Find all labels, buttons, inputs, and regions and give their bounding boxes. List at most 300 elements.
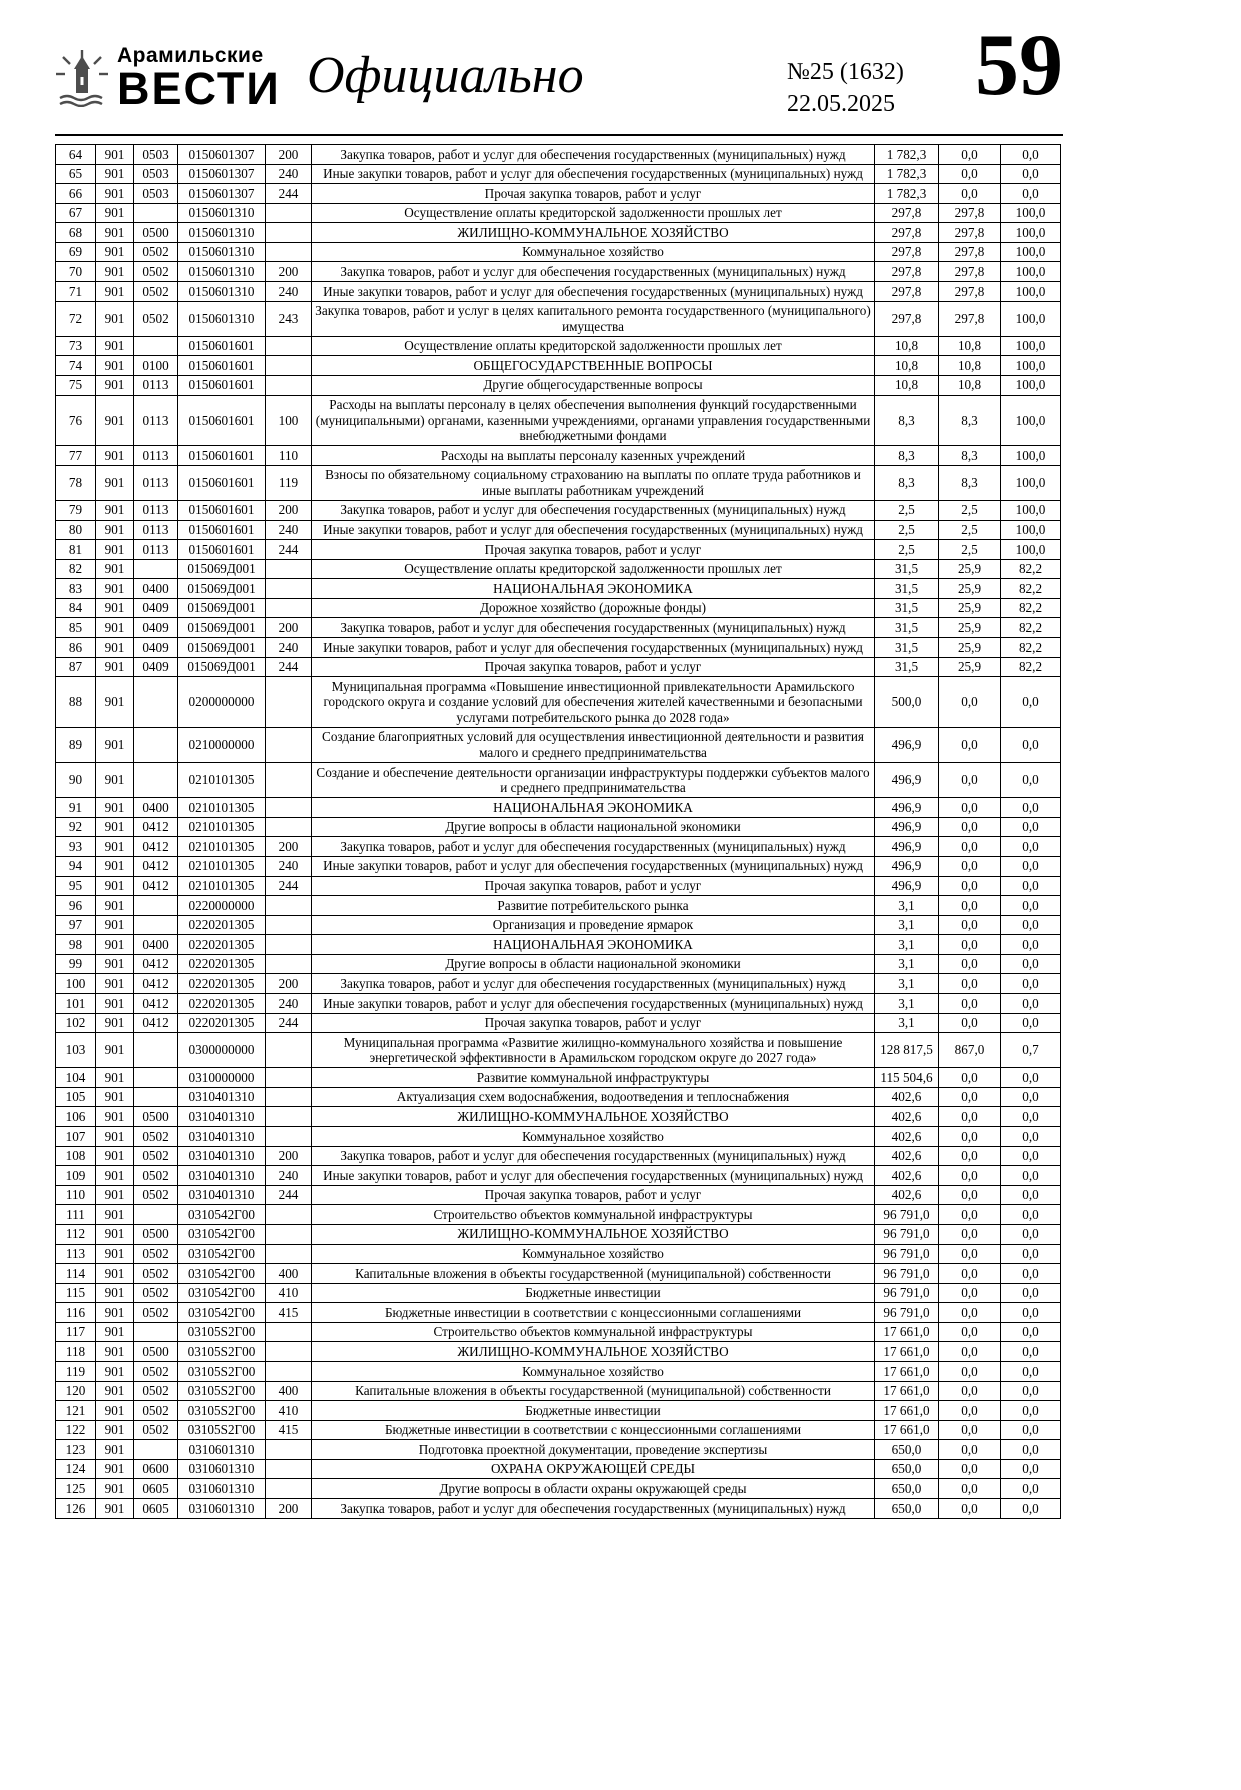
target-article-cell: 0220201305 — [178, 974, 266, 994]
target-article-cell: 015069Д001 — [178, 579, 266, 599]
budget-amount-cell: 8,3 — [875, 465, 939, 500]
grbs-code-cell: 901 — [96, 223, 134, 243]
target-article-cell: 0310601310 — [178, 1440, 266, 1460]
row-number-cell: 101 — [56, 994, 96, 1014]
grbs-code-cell: 901 — [96, 559, 134, 579]
expense-name-cell: Коммунальное хозяйство — [312, 1362, 875, 1382]
percent-cell: 100,0 — [1001, 540, 1061, 560]
row-number-cell: 110 — [56, 1185, 96, 1205]
percent-cell: 0,0 — [1001, 1322, 1061, 1342]
target-article-cell: 0200000000 — [178, 677, 266, 728]
target-article-cell: 0150601307 — [178, 145, 266, 165]
percent-cell: 100,0 — [1001, 465, 1061, 500]
section-code-cell — [134, 1205, 178, 1225]
row-number-cell: 81 — [56, 540, 96, 560]
expense-type-cell — [266, 1440, 312, 1460]
table-row — [56, 262, 1061, 282]
row-number-cell: 92 — [56, 817, 96, 837]
row-number-cell: 107 — [56, 1127, 96, 1147]
table-row — [56, 1440, 1061, 1460]
grbs-code-cell: 901 — [96, 282, 134, 302]
executed-amount-cell: 25,9 — [939, 559, 1001, 579]
row-number-cell: 77 — [56, 446, 96, 466]
table-row — [56, 1264, 1061, 1284]
target-article-cell: 03105S2Г00 — [178, 1362, 266, 1382]
target-article-cell: 0150601310 — [178, 301, 266, 336]
grbs-code-cell: 901 — [96, 164, 134, 184]
expense-name-cell: Другие общегосударственные вопросы — [312, 375, 875, 395]
target-article-cell: 0150601310 — [178, 242, 266, 262]
brand-name-label: ВЕСТИ — [117, 63, 281, 114]
row-number-cell: 118 — [56, 1342, 96, 1362]
row-number-cell: 76 — [56, 395, 96, 446]
section-code-cell: 0502 — [134, 1362, 178, 1382]
target-article-cell: 015069Д001 — [178, 598, 266, 618]
target-article-cell: 0210101305 — [178, 876, 266, 896]
section-code-cell — [134, 727, 178, 762]
table-row — [56, 184, 1061, 204]
target-article-cell: 0210101305 — [178, 837, 266, 857]
section-code-cell: 0113 — [134, 540, 178, 560]
executed-amount-cell: 297,8 — [939, 223, 1001, 243]
table-row — [56, 1033, 1061, 1068]
percent-cell: 100,0 — [1001, 500, 1061, 520]
grbs-code-cell: 901 — [96, 896, 134, 916]
executed-amount-cell: 0,0 — [939, 876, 1001, 896]
row-number-cell: 68 — [56, 223, 96, 243]
executed-amount-cell: 0,0 — [939, 1264, 1001, 1284]
grbs-code-cell: 901 — [96, 677, 134, 728]
executed-amount-cell: 25,9 — [939, 618, 1001, 638]
table-row — [56, 896, 1061, 916]
table-row — [56, 974, 1061, 994]
grbs-code-cell: 901 — [96, 1087, 134, 1107]
table-row — [56, 915, 1061, 935]
table-row — [56, 446, 1061, 466]
row-number-cell: 87 — [56, 657, 96, 677]
table-row — [56, 954, 1061, 974]
table-row — [56, 1362, 1061, 1382]
target-article-cell: 0220201305 — [178, 994, 266, 1014]
percent-cell: 82,2 — [1001, 598, 1061, 618]
budget-amount-cell: 297,8 — [875, 223, 939, 243]
executed-amount-cell: 0,0 — [939, 1420, 1001, 1440]
section-code-cell — [134, 1087, 178, 1107]
expense-name-cell: Развитие коммунальной инфраструктуры — [312, 1068, 875, 1088]
expense-name-cell: Прочая закупка товаров, работ и услуг — [312, 876, 875, 896]
percent-cell: 0,0 — [1001, 677, 1061, 728]
expense-type-cell: 240 — [266, 1166, 312, 1186]
grbs-code-cell: 901 — [96, 954, 134, 974]
row-number-cell: 66 — [56, 184, 96, 204]
budget-amount-cell: 402,6 — [875, 1185, 939, 1205]
executed-amount-cell: 0,0 — [939, 1127, 1001, 1147]
expense-name-cell: Бюджетные инвестиции в соответствии с концессионными соглашениями — [312, 1303, 875, 1323]
section-code-cell: 0502 — [134, 1401, 178, 1421]
table-row — [56, 876, 1061, 896]
grbs-code-cell: 901 — [96, 1362, 134, 1382]
section-code-cell: 0605 — [134, 1479, 178, 1499]
table-row — [56, 540, 1061, 560]
executed-amount-cell: 2,5 — [939, 520, 1001, 540]
executed-amount-cell: 0,0 — [939, 896, 1001, 916]
budget-amount-cell: 1 782,3 — [875, 164, 939, 184]
section-code-cell: 0502 — [134, 1264, 178, 1284]
table-row — [56, 1107, 1061, 1127]
section-code-cell — [134, 677, 178, 728]
executed-amount-cell: 0,0 — [939, 1087, 1001, 1107]
target-article-cell: 0310542Г00 — [178, 1264, 266, 1284]
expense-name-cell: ЖИЛИЩНО-КОММУНАЛЬНОЕ ХОЗЯЙСТВО — [312, 223, 875, 243]
section-code-cell: 0502 — [134, 282, 178, 302]
executed-amount-cell: 297,8 — [939, 242, 1001, 262]
expense-type-cell — [266, 935, 312, 955]
executed-amount-cell: 0,0 — [939, 974, 1001, 994]
expense-type-cell — [266, 1068, 312, 1088]
row-number-cell: 88 — [56, 677, 96, 728]
brand-text — [117, 44, 281, 114]
expense-type-cell — [266, 223, 312, 243]
expense-type-cell: 240 — [266, 282, 312, 302]
table-row — [56, 638, 1061, 658]
expense-type-cell — [266, 1479, 312, 1499]
budget-amount-cell: 10,8 — [875, 336, 939, 356]
executed-amount-cell: 0,0 — [939, 817, 1001, 837]
section-code-cell: 0412 — [134, 954, 178, 974]
percent-cell: 82,2 — [1001, 657, 1061, 677]
grbs-code-cell: 901 — [96, 798, 134, 818]
table-row — [56, 598, 1061, 618]
executed-amount-cell: 0,0 — [939, 677, 1001, 728]
section-code-cell: 0409 — [134, 657, 178, 677]
executed-amount-cell: 0,0 — [939, 1283, 1001, 1303]
row-number-cell: 70 — [56, 262, 96, 282]
expense-name-cell: ОБЩЕГОСУДАРСТВЕННЫЕ ВОПРОСЫ — [312, 356, 875, 376]
section-code-cell — [134, 559, 178, 579]
executed-amount-cell: 8,3 — [939, 465, 1001, 500]
budget-amount-cell: 17 661,0 — [875, 1362, 939, 1382]
expense-name-cell: ЖИЛИЩНО-КОММУНАЛЬНОЕ ХОЗЯЙСТВО — [312, 1342, 875, 1362]
expense-type-cell — [266, 727, 312, 762]
percent-cell: 0,0 — [1001, 1440, 1061, 1460]
expense-name-cell: Осуществление оплаты кредиторской задолженности прошлых лет — [312, 336, 875, 356]
section-code-cell: 0113 — [134, 395, 178, 446]
expense-name-cell: Другие вопросы в области национальной экономики — [312, 954, 875, 974]
expense-type-cell: 240 — [266, 856, 312, 876]
expense-name-cell: Закупка товаров, работ и услуг для обеспечения государственных (муниципальных) нужд — [312, 618, 875, 638]
percent-cell: 0,0 — [1001, 763, 1061, 798]
expense-name-cell: Другие вопросы в области охраны окружающей среды — [312, 1479, 875, 1499]
section-code-cell: 0409 — [134, 638, 178, 658]
target-article-cell: 0310601310 — [178, 1499, 266, 1519]
section-code-cell: 0412 — [134, 856, 178, 876]
grbs-code-cell: 901 — [96, 579, 134, 599]
section-code-cell: 0412 — [134, 837, 178, 857]
executed-amount-cell: 0,0 — [939, 1166, 1001, 1186]
table-row — [56, 203, 1061, 223]
grbs-code-cell: 901 — [96, 837, 134, 857]
budget-amount-cell: 297,8 — [875, 301, 939, 336]
section-code-cell: 0502 — [134, 1166, 178, 1186]
expense-type-cell — [266, 1107, 312, 1127]
percent-cell: 0,0 — [1001, 727, 1061, 762]
budget-amount-cell: 402,6 — [875, 1166, 939, 1186]
grbs-code-cell: 901 — [96, 301, 134, 336]
grbs-code-cell: 901 — [96, 1107, 134, 1127]
grbs-code-cell: 901 — [96, 262, 134, 282]
executed-amount-cell: 0,0 — [939, 1068, 1001, 1088]
expense-name-cell: Организация и проведение ярмарок — [312, 915, 875, 935]
budget-amount-cell: 650,0 — [875, 1440, 939, 1460]
expense-type-cell: 400 — [266, 1381, 312, 1401]
grbs-code-cell: 901 — [96, 242, 134, 262]
table-row — [56, 763, 1061, 798]
section-code-cell: 0409 — [134, 598, 178, 618]
percent-cell: 100,0 — [1001, 336, 1061, 356]
budget-amount-cell: 96 791,0 — [875, 1303, 939, 1323]
target-article-cell: 0310542Г00 — [178, 1205, 266, 1225]
percent-cell: 82,2 — [1001, 559, 1061, 579]
expense-name-cell: Строительство объектов коммунальной инфраструктуры — [312, 1205, 875, 1225]
section-code-cell — [134, 1440, 178, 1460]
budget-amount-cell: 8,3 — [875, 446, 939, 466]
expense-type-cell — [266, 1224, 312, 1244]
table-row — [56, 1381, 1061, 1401]
section-code-cell: 0502 — [134, 1303, 178, 1323]
percent-cell: 0,0 — [1001, 184, 1061, 204]
percent-cell: 0,0 — [1001, 1127, 1061, 1147]
percent-cell: 0,0 — [1001, 1146, 1061, 1166]
grbs-code-cell: 901 — [96, 184, 134, 204]
percent-cell: 0,0 — [1001, 1303, 1061, 1323]
table-row — [56, 465, 1061, 500]
expense-name-cell: Коммунальное хозяйство — [312, 1127, 875, 1147]
target-article-cell: 0310542Г00 — [178, 1283, 266, 1303]
row-number-cell: 89 — [56, 727, 96, 762]
budget-amount-cell: 297,8 — [875, 262, 939, 282]
grbs-code-cell: 901 — [96, 817, 134, 837]
target-article-cell: 0150601601 — [178, 465, 266, 500]
expense-type-cell — [266, 1459, 312, 1479]
expense-type-cell — [266, 817, 312, 837]
table-row — [56, 837, 1061, 857]
row-number-cell: 108 — [56, 1146, 96, 1166]
table-row — [56, 1244, 1061, 1264]
expense-type-cell: 244 — [266, 540, 312, 560]
percent-cell: 0,0 — [1001, 1185, 1061, 1205]
row-number-cell: 100 — [56, 974, 96, 994]
section-code-cell: 0113 — [134, 375, 178, 395]
expense-type-cell: 244 — [266, 184, 312, 204]
grbs-code-cell: 901 — [96, 1033, 134, 1068]
expense-type-cell: 240 — [266, 638, 312, 658]
percent-cell: 0,0 — [1001, 1381, 1061, 1401]
grbs-code-cell: 901 — [96, 1013, 134, 1033]
expense-name-cell: Прочая закупка товаров, работ и услуг — [312, 540, 875, 560]
expense-name-cell: Актуализация схем водоснабжения, водоотведения и теплоснабжения — [312, 1087, 875, 1107]
row-number-cell: 72 — [56, 301, 96, 336]
target-article-cell: 0150601601 — [178, 500, 266, 520]
expense-type-cell — [266, 798, 312, 818]
percent-cell: 100,0 — [1001, 395, 1061, 446]
budget-table — [55, 144, 1061, 1519]
budget-amount-cell: 496,9 — [875, 763, 939, 798]
executed-amount-cell: 0,0 — [939, 798, 1001, 818]
budget-amount-cell: 496,9 — [875, 876, 939, 896]
expense-name-cell: Закупка товаров, работ и услуг в целях капитального ремонта государственного (муниципального) имущества — [312, 301, 875, 336]
expense-name-cell: Муниципальная программа «Развитие жилищно-коммунального хозяйства и повышение энергетической эффективности в Арамильском городском округе до 2027 года» — [312, 1033, 875, 1068]
target-article-cell: 0310401310 — [178, 1185, 266, 1205]
expense-name-cell: Бюджетные инвестиции в соответствии с концессионными соглашениями — [312, 1420, 875, 1440]
row-number-cell: 90 — [56, 763, 96, 798]
expense-type-cell — [266, 915, 312, 935]
executed-amount-cell: 0,0 — [939, 1499, 1001, 1519]
executed-amount-cell: 2,5 — [939, 500, 1001, 520]
expense-name-cell: Подготовка проектной документации, проведение экспертизы — [312, 1440, 875, 1460]
executed-amount-cell: 0,0 — [939, 1107, 1001, 1127]
executed-amount-cell: 25,9 — [939, 638, 1001, 658]
section-code-cell: 0600 — [134, 1459, 178, 1479]
budget-amount-cell: 115 504,6 — [875, 1068, 939, 1088]
expense-name-cell: Прочая закупка товаров, работ и услуг — [312, 1013, 875, 1033]
row-number-cell: 94 — [56, 856, 96, 876]
table-row — [56, 1205, 1061, 1225]
expense-name-cell: Создание благоприятных условий для осуществления инвестиционной деятельности и развития малого и среднего предпринимательства — [312, 727, 875, 762]
table-row — [56, 1087, 1061, 1107]
grbs-code-cell: 901 — [96, 1322, 134, 1342]
executed-amount-cell: 0,0 — [939, 1479, 1001, 1499]
expense-name-cell: НАЦИОНАЛЬНАЯ ЭКОНОМИКА — [312, 579, 875, 599]
newspaper-page — [55, 17, 1063, 1519]
percent-cell: 0,0 — [1001, 856, 1061, 876]
table-row — [56, 223, 1061, 243]
budget-amount-cell: 2,5 — [875, 500, 939, 520]
expense-name-cell: Создание и обеспечение деятельности организации инфраструктуры поддержки субъектов малого и среднего предпринимательства — [312, 763, 875, 798]
budget-amount-cell: 128 817,5 — [875, 1033, 939, 1068]
table-row — [56, 559, 1061, 579]
budget-amount-cell: 96 791,0 — [875, 1283, 939, 1303]
target-article-cell: 03105S2Г00 — [178, 1322, 266, 1342]
row-number-cell: 96 — [56, 896, 96, 916]
expense-name-cell: Закупка товаров, работ и услуг для обеспечения государственных (муниципальных) нужд — [312, 262, 875, 282]
executed-amount-cell: 8,3 — [939, 395, 1001, 446]
grbs-code-cell: 901 — [96, 1224, 134, 1244]
executed-amount-cell: 297,8 — [939, 282, 1001, 302]
row-number-cell: 95 — [56, 876, 96, 896]
table-row — [56, 1146, 1061, 1166]
executed-amount-cell: 25,9 — [939, 657, 1001, 677]
row-number-cell: 117 — [56, 1322, 96, 1342]
expense-type-cell: 119 — [266, 465, 312, 500]
executed-amount-cell: 10,8 — [939, 356, 1001, 376]
percent-cell: 0,0 — [1001, 935, 1061, 955]
target-article-cell: 0220201305 — [178, 935, 266, 955]
executed-amount-cell: 0,0 — [939, 837, 1001, 857]
expense-name-cell: Капитальные вложения в объекты государственной (муниципальной) собственности — [312, 1264, 875, 1284]
target-article-cell: 015069Д001 — [178, 559, 266, 579]
row-number-cell: 103 — [56, 1033, 96, 1068]
row-number-cell: 122 — [56, 1420, 96, 1440]
percent-cell: 0,0 — [1001, 1479, 1061, 1499]
table-row — [56, 1224, 1061, 1244]
grbs-code-cell: 901 — [96, 994, 134, 1014]
budget-amount-cell: 496,9 — [875, 817, 939, 837]
percent-cell: 0,0 — [1001, 974, 1061, 994]
budget-amount-cell: 96 791,0 — [875, 1264, 939, 1284]
table-row — [56, 1303, 1061, 1323]
budget-amount-cell: 1 782,3 — [875, 184, 939, 204]
expense-name-cell: Прочая закупка товаров, работ и услуг — [312, 184, 875, 204]
table-row — [56, 618, 1061, 638]
section-code-cell: 0502 — [134, 1244, 178, 1264]
expense-type-cell — [266, 203, 312, 223]
section-code-cell: 0500 — [134, 1342, 178, 1362]
expense-type-cell — [266, 559, 312, 579]
executed-amount-cell: 10,8 — [939, 375, 1001, 395]
grbs-code-cell: 901 — [96, 1166, 134, 1186]
row-number-cell: 125 — [56, 1479, 96, 1499]
table-row — [56, 145, 1061, 165]
expense-type-cell: 200 — [266, 974, 312, 994]
budget-amount-cell: 496,9 — [875, 798, 939, 818]
target-article-cell: 0310542Г00 — [178, 1224, 266, 1244]
expense-type-cell — [266, 763, 312, 798]
expense-name-cell: Коммунальное хозяйство — [312, 1244, 875, 1264]
budget-amount-cell: 496,9 — [875, 727, 939, 762]
page-number: 59 — [975, 17, 1063, 114]
executed-amount-cell: 0,0 — [939, 1146, 1001, 1166]
percent-cell: 0,0 — [1001, 1244, 1061, 1264]
executed-amount-cell: 0,0 — [939, 935, 1001, 955]
expense-type-cell: 410 — [266, 1401, 312, 1421]
grbs-code-cell: 901 — [96, 356, 134, 376]
budget-amount-cell: 31,5 — [875, 579, 939, 599]
expense-type-cell: 240 — [266, 994, 312, 1014]
target-article-cell: 0210000000 — [178, 727, 266, 762]
executed-amount-cell: 0,0 — [939, 164, 1001, 184]
table-row — [56, 935, 1061, 955]
expense-type-cell: 240 — [266, 520, 312, 540]
percent-cell: 0,0 — [1001, 1087, 1061, 1107]
percent-cell: 0,0 — [1001, 1499, 1061, 1519]
expense-type-cell: 410 — [266, 1283, 312, 1303]
section-code-cell — [134, 896, 178, 916]
expense-name-cell: Осуществление оплаты кредиторской задолженности прошлых лет — [312, 203, 875, 223]
target-article-cell: 0150601601 — [178, 540, 266, 560]
section-code-cell: 0412 — [134, 1013, 178, 1033]
budget-amount-cell: 31,5 — [875, 638, 939, 658]
section-code-cell — [134, 1033, 178, 1068]
row-number-cell: 84 — [56, 598, 96, 618]
percent-cell: 0,0 — [1001, 896, 1061, 916]
section-code-cell: 0113 — [134, 446, 178, 466]
budget-amount-cell: 500,0 — [875, 677, 939, 728]
percent-cell: 0,7 — [1001, 1033, 1061, 1068]
table-row — [56, 1420, 1061, 1440]
budget-amount-cell: 31,5 — [875, 598, 939, 618]
percent-cell: 0,0 — [1001, 798, 1061, 818]
executed-amount-cell: 0,0 — [939, 763, 1001, 798]
row-number-cell: 86 — [56, 638, 96, 658]
executed-amount-cell: 25,9 — [939, 598, 1001, 618]
section-code-cell: 0502 — [134, 301, 178, 336]
expense-name-cell: Другие вопросы в области национальной экономики — [312, 817, 875, 837]
target-article-cell: 0310401310 — [178, 1107, 266, 1127]
budget-amount-cell: 650,0 — [875, 1459, 939, 1479]
executed-amount-cell: 0,0 — [939, 1185, 1001, 1205]
expense-type-cell — [266, 1244, 312, 1264]
executed-amount-cell: 0,0 — [939, 994, 1001, 1014]
